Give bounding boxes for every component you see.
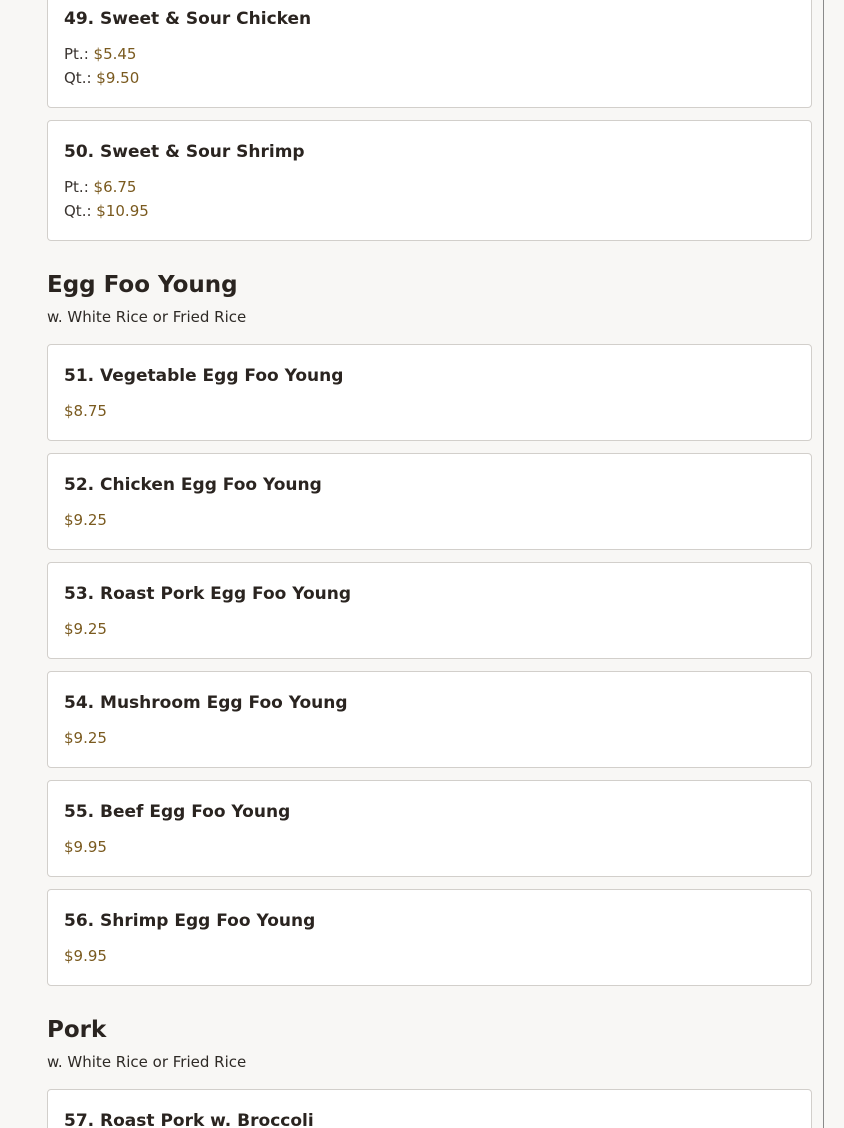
menu-item-name: 51. Vegetable Egg Foo Young [64,366,344,386]
section-egg-foo-young [47,270,812,986]
menu-item-card[interactable] [47,344,812,441]
price-value: $5.45 [93,45,137,63]
price-line-quart [64,66,795,90]
price-value: $9.50 [96,69,140,87]
menu-item-prices [64,835,795,859]
menu-item-name: 50. Sweet & Sour Shrimp [64,142,305,162]
price-label: Pt.: [64,45,89,63]
menu-item-prices [64,944,795,968]
menu-item-card[interactable] [47,671,812,768]
menu-item-card[interactable] [47,453,812,550]
price-value: $9.25 [64,729,107,747]
price-label: Qt.: [64,69,92,87]
section-subtitle: w. White Rice or Fried Rice [47,1053,247,1071]
price-line-quart [64,199,795,223]
price-value: $9.95 [64,838,107,856]
section-pork [47,1015,812,1128]
menu-item-name: 57. Roast Pork w. Broccoli [64,1111,314,1128]
menu-item-card[interactable] [47,780,812,877]
menu-item-name: 49. Sweet & Sour Chicken [64,9,312,29]
section-title: Egg Foo Young [47,272,238,298]
menu-item-card[interactable] [47,1089,812,1128]
price-value: $9.95 [64,947,107,965]
section-title: Pork [47,1017,107,1043]
menu-item-name: 52. Chicken Egg Foo Young [64,475,322,495]
menu-item-card[interactable] [47,889,812,986]
menu-item-card[interactable] [47,120,812,241]
price-value: $8.75 [64,402,107,420]
price-line-pint [64,175,795,199]
price-value: $10.95 [96,202,149,220]
menu-item-name: 53. Roast Pork Egg Foo Young [64,584,352,604]
section-subtitle: w. White Rice or Fried Rice [47,308,247,326]
menu-item-name: 54. Mushroom Egg Foo Young [64,693,348,713]
price-label: Qt.: [64,202,92,220]
menu-item-prices [64,508,795,532]
menu-item-prices [64,617,795,641]
menu-content [47,0,812,1128]
menu-item-name: 56. Shrimp Egg Foo Young [64,911,316,931]
menu-item-prices [64,175,795,223]
menu-item-prices [64,42,795,90]
section-header [47,1015,812,1073]
menu-item-prices [64,726,795,750]
price-value: $9.25 [64,511,107,529]
scrollbar-divider [823,0,824,1128]
section-header [47,270,812,328]
menu-item-card[interactable] [47,0,812,108]
price-value: $9.25 [64,620,107,638]
menu-item-card[interactable] [47,562,812,659]
menu-item-prices [64,399,795,423]
price-line-pint [64,42,795,66]
price-label: Pt.: [64,178,89,196]
price-value: $6.75 [93,178,137,196]
menu-item-name: 55. Beef Egg Foo Young [64,802,291,822]
